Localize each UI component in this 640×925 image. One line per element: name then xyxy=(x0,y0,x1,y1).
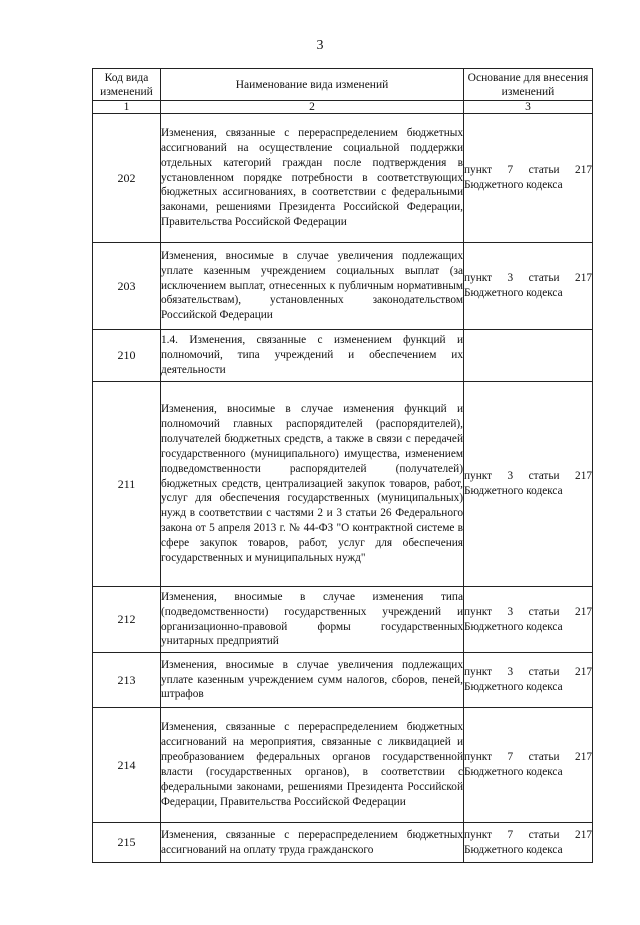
row-description: Изменения, вносимые в случае увеличения подлежащих уплате казенным учреждением социальных выплат (за исключением выплат, отнесенных к публичным нормативным обязательствам), установленных законодательством Российской Федерации xyxy=(161,243,464,330)
basis-source: Бюджетного кодекса xyxy=(464,179,563,191)
row-code: 213 xyxy=(93,653,161,708)
table-row xyxy=(93,114,593,243)
row-basis xyxy=(464,382,593,587)
row-description: Изменения, вносимые в случае увеличения подлежащих уплате казенным учреждением сумм налогов, сборов, пеней, штрафов xyxy=(161,653,464,708)
basis-clause: пункт 7 статьи 217 xyxy=(464,164,592,177)
row-code: 212 xyxy=(93,587,161,653)
column-number: 3 xyxy=(464,101,593,114)
table-row xyxy=(93,653,593,708)
basis-clause: пункт 7 статьи 217 xyxy=(464,828,592,841)
table-row xyxy=(93,823,593,863)
page-number: 3 xyxy=(316,38,324,53)
changes-table xyxy=(92,68,593,863)
basis-source: Бюджетного кодекса xyxy=(464,843,563,856)
column-number-row xyxy=(93,101,593,114)
basis-source: Бюджетного кодекса xyxy=(464,485,563,497)
row-code: 214 xyxy=(93,708,161,823)
row-description: Изменения, связанные с перераспределением бюджетных ассигнований на мероприятия, связанные с ликвидацией и преобразованием федеральных органов государственной власти (государственных органов), в соответствии с федеральными законами, решениями Президента Российской Федерации, Правительства Российской Федерации xyxy=(161,708,464,823)
row-basis xyxy=(464,587,593,653)
basis-source: Бюджетного кодекса xyxy=(464,681,563,693)
basis-source: Бюджетного кодекса xyxy=(464,287,563,299)
row-description: Изменения, связанные с перераспределением бюджетных ассигнований на осуществление социальной поддержки отдельных категорий граждан после подтверждения в установленном порядке потребности в соответствующих бюджетных ассигнованиях, в соответствии с федеральными законами, решениями Президента Российской Федерации, Правительства Российской Федерации xyxy=(161,114,464,243)
basis-clause: пункт 3 статьи 217 xyxy=(464,470,592,483)
table-row xyxy=(93,243,593,330)
row-description: Изменения, вносимые в случае изменения типа (подведомственности) государственных учреждений и организационно-правовой формы государственных унитарных предприятий xyxy=(161,587,464,653)
column-number: 2 xyxy=(161,101,464,114)
row-basis xyxy=(464,243,593,330)
row-code: 211 xyxy=(93,382,161,587)
column-number: 1 xyxy=(93,101,161,114)
table-row xyxy=(93,708,593,823)
basis-clause: пункт 3 статьи 217 xyxy=(464,666,592,679)
row-basis xyxy=(464,330,593,382)
table-row xyxy=(93,587,593,653)
header-name: Наименование вида изменений xyxy=(161,69,464,101)
table-row xyxy=(93,382,593,587)
basis-source: Бюджетного кодекса xyxy=(464,620,563,633)
basis-clause: пункт 3 статьи 217 xyxy=(464,272,592,285)
row-code: 202 xyxy=(93,114,161,243)
header-basis: Основание для внесения изменений xyxy=(464,69,593,101)
basis-clause: пункт 3 статьи 217 xyxy=(464,605,592,618)
row-code: 215 xyxy=(93,823,161,863)
row-code: 210 xyxy=(93,330,161,382)
row-basis xyxy=(464,708,593,823)
basis-source: Бюджетного кодекса xyxy=(464,766,563,778)
row-code: 203 xyxy=(93,243,161,330)
row-basis xyxy=(464,114,593,243)
row-description: Изменения, вносимые в случае изменения функций и полномочий главных распорядителей (распорядителей), получателей бюджетных средств, а также в связи с передачей государственного (муниципального) имущества, изменением подведомственности распорядителей (получателей) бюджетных средств, централизацией закупок товаров, работ, услуг для обеспечения государственных (муниципальных) нужд в соответствии с частями 2 и 3 статьи 26 Федерального закона от 5 апреля 2013 г. № 44-ФЗ "О контрактной системе в сфере закупок товаров, работ, услуг для обеспечения государственных и муниципальных нужд" xyxy=(161,382,464,587)
table-header-row xyxy=(93,69,593,101)
table-row xyxy=(93,330,593,382)
header-code: Код вида изменений xyxy=(93,69,161,101)
row-description: 1.4. Изменения, связанные с изменением функций и полномочий, типа учреждений и обеспечением их деятельности xyxy=(161,330,464,382)
row-basis xyxy=(464,823,593,863)
row-description: Изменения, связанные с перераспределением бюджетных ассигнований на оплату труда гражданского xyxy=(161,823,464,863)
basis-clause: пункт 7 статьи 217 xyxy=(464,751,592,764)
row-basis xyxy=(464,653,593,708)
